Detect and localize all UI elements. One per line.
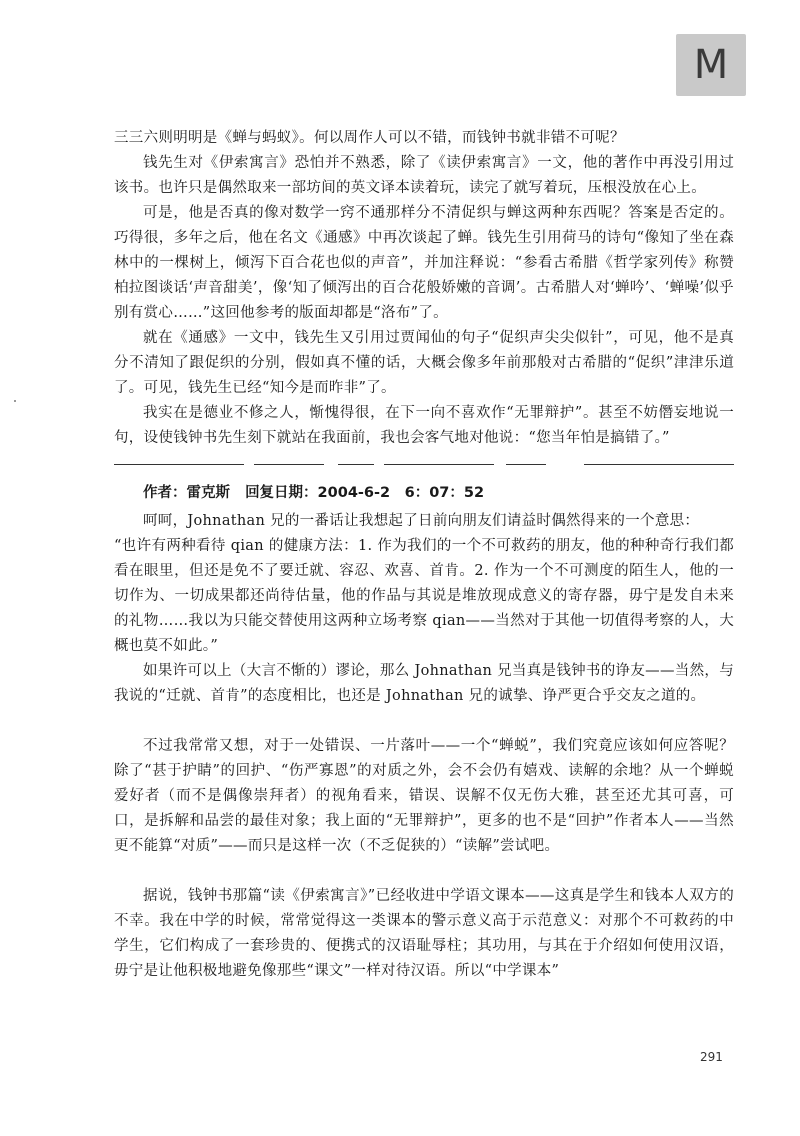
paragraph: 呵呵，Johnathan 兄的一番话让我想起了日前向朋友们请益时偶然得来的一个意思： bbox=[143, 513, 700, 529]
page-body bbox=[114, 126, 734, 984]
page-number: 291 bbox=[700, 1050, 723, 1064]
paragraph: 可是，他是否真的像对数学一窍不通那样分不清促织与蝉这两种东西呢？答案是否定的。巧得很，多年之后，他在名文《通感》中再次谈起了蝉。钱先生引用荷马的诗句“像知了坐在森林中的一棵树上，倾泻下百合花也似的声音”，并加注释说：“参看古希腊《哲学家列传》称赞柏拉图谈话‘声音甜美’，像‘知了倾泻出的百合花般娇嫩的音调’。古希腊人对‘蝉吟’、‘蝉噪’似乎别有赏心……”这回他参考的版面却都是“洛布”了。 bbox=[114, 205, 734, 321]
reply-header bbox=[114, 479, 734, 507]
paragraph: 据说，钱钟书那篇“读《伊索寓言》”已经收进中学语文课本——这真是学生和钱本人双方的不幸。我在中学的时候，常常觉得这一类课本的警示意义高于示范意义：对那个不可救药的中学生，它们构成了一套珍贵的、便携式的汉语耻辱柱；其功用，与其在于介绍如何使用汉语，毋宁是让他积极地避免像那些“课文”一样对待汉语。所以“中学课本” bbox=[114, 888, 734, 979]
quote-paragraph: “也许有两种看待 qian 的健康方法：1. 作为我们的一个不可救药的朋友，他的种种奇行我们都看在眼里，但还是免不了要迁就、容忍、欢喜、首肯。2. 作为一个不可测度的陌生人，他的一切作为、一切成果都还尚待估量，他的作品与其说是堆放现成意义的寄存器，毋宁是发自未来的礼物……我以为只能交替使用这两种立场考察 qian——当然对于其他一切值得考察的人，大概也莫不如此。” bbox=[114, 538, 734, 654]
paragraph: 不过我常常又想，对于一处错误、一片落叶——一个“蝉蜕”，我们究竟应该如何应答呢？除了“甚于护睛”的回护、“伤严寡恩”的对质之外，会不会仍有嬉戏、读解的余地？从一个蝉蜕爱好者（而不是偶像崇拜者）的视角看来，错误、误解不仅无伤大雅，甚至还尤其可喜，可口，是拆解和品尝的最佳对象；我上面的“无罪辩护”，更多的也不是“回护”作者本人——当然更不能算“对质”——而只是这样一次（不乏促狭的）“读解”尝试吧。 bbox=[114, 738, 734, 854]
paragraph: 如果许可以上（大言不惭的）谬论，那么 Johnathan 兄当真是钱钟书的诤友——当然，与我说的“迁就、首肯”的态度相比，也还是 Johnathan 兄的诚挚、诤严更合乎交友之道的。 bbox=[114, 663, 734, 704]
reply-date: 回复日期：2004-6-2 6：07：52 bbox=[245, 485, 485, 501]
paragraph: 三三六则明明是《蝉与蚂蚁》。何以周作人可以不错，而钱钟书就非错不可呢？ bbox=[114, 130, 625, 146]
reply-author: 作者：雷克斯 bbox=[143, 485, 230, 501]
divider-rule bbox=[114, 457, 734, 471]
paragraph: 钱先生对《伊索寓言》恐怕并不熟悉，除了《读伊索寓言》一文，他的著作中再没引用过该书。也许只是偶然取来一部坊间的英文译本读着玩，读完了就写着玩，压根没放在心上。 bbox=[114, 155, 734, 196]
section-tab-letter: M bbox=[676, 34, 746, 96]
paragraph: 我实在是德业不修之人，惭愧得很，在下一向不喜欢作“无罪辩护”。甚至不妨僭妄地说一句，设使钱钟书先生刻下就站在我面前，我也会客气地对他说：“您当年怕是搞错了。” bbox=[114, 405, 734, 446]
paragraph: 就在《通感》一文中，钱先生又引用过贾闻仙的句子“促织声尖尖似针”，可见，他不是真分不清知了跟促织的分别，假如真不懂的话，大概会像多年前那般对古希腊的“促织”津津乐道了。可见，钱先生已经“知今是而昨非”了。 bbox=[114, 330, 734, 396]
margin-mark bbox=[14, 400, 16, 402]
